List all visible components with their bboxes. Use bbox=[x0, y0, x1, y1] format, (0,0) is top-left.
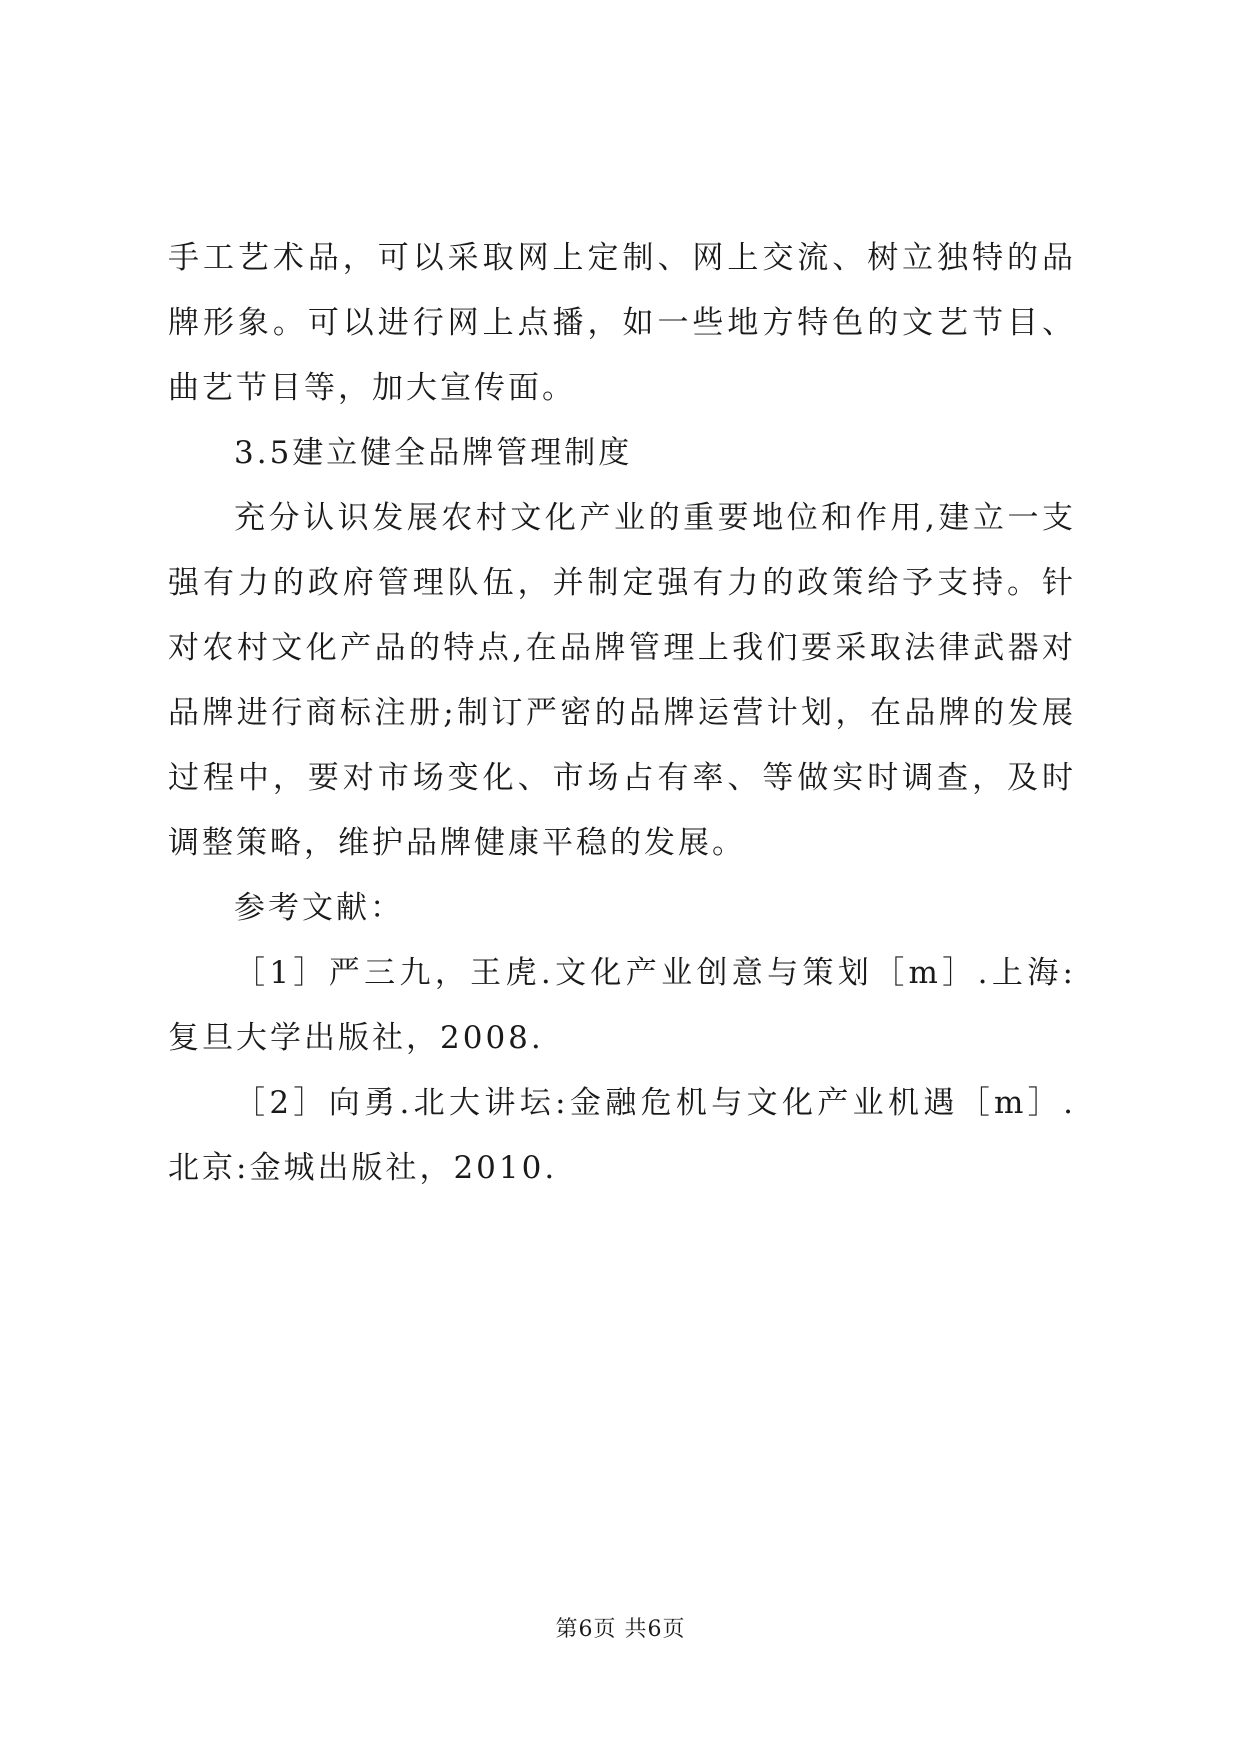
references-heading: 参考文献： bbox=[234, 890, 404, 926]
page-number: 第6页 共6页 bbox=[555, 1617, 686, 1642]
section-heading-3-5: 3.5建立健全品牌管理制度 bbox=[234, 435, 633, 471]
reference-item-2: ［2］向勇.北大讲坛:金融危机与文化产业机遇［m］.北京:金城出版社，2010. bbox=[168, 1085, 1076, 1186]
paragraph-brand-management: 充分认识发展农村文化产业的重要地位和作用,建立一支强有力的政府管理队伍，并制定强有力的政策给予支持。针对农村文化产品的特点,在品牌管理上我们要采取法律武器对品牌进行商标注册;制订严密的品牌运营计划，在品牌的发展过程中，要对市场变化、市场占有率、等做实时调查，及时调整策略，维护品牌健康平稳的发展。 bbox=[168, 500, 1076, 861]
page-footer bbox=[0, 1612, 1241, 1643]
document-body bbox=[168, 226, 1076, 1201]
reference-item-1: ［1］严三九，王虎.文化产业创意与策划［m］.上海:复旦大学出版社，2008. bbox=[168, 955, 1076, 1056]
paragraph-continuation: 手工艺术品，可以采取网上定制、网上交流、树立独特的品牌形象。可以进行网上点播，如一些地方特色的文艺节目、曲艺节目等，加大宣传面。 bbox=[168, 240, 1076, 406]
